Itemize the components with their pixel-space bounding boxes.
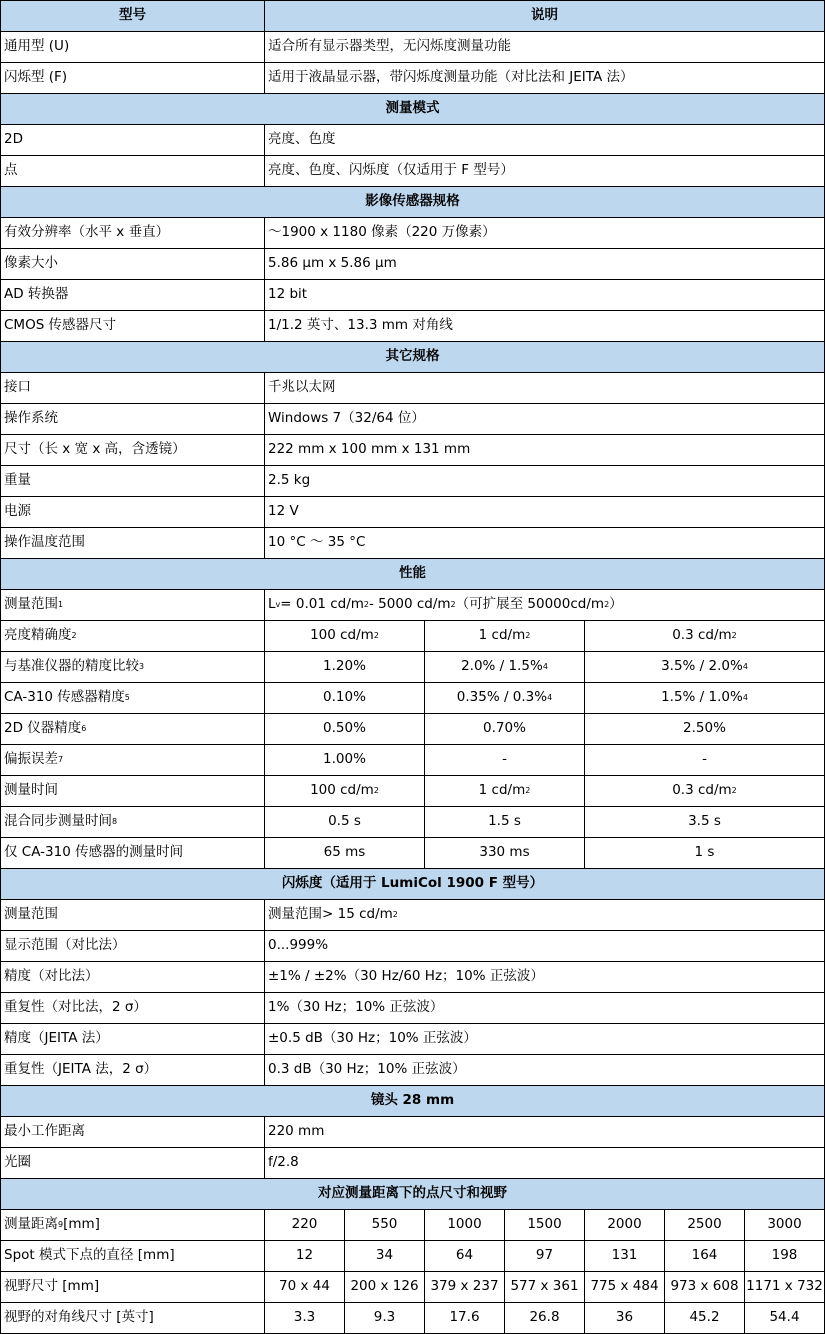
table-row (0, 32, 825, 63)
row-value: 1%（30 Hz；10% 正弦波） (265, 993, 825, 1024)
row-label: 精度（对比法） (0, 962, 265, 993)
row-value: 198 (745, 1241, 825, 1272)
table-row (0, 1117, 825, 1148)
row-value: - (585, 745, 825, 776)
row-value: 100 cd/m 2 (265, 621, 425, 652)
row-value: 0...999% (265, 931, 825, 962)
row-label: 混合同步测量时间 8 (0, 807, 265, 838)
row-value: 千兆以太网 (265, 373, 825, 404)
table-row (0, 776, 825, 807)
row-value: 1 cd/m 2 (425, 776, 585, 807)
table-row (0, 280, 825, 311)
row-label: 操作系统 (0, 404, 265, 435)
row-value: 65 ms (265, 838, 425, 869)
row-value: ～1900 x 1180 像素（220 万像素） (265, 218, 825, 249)
row-value: 220 mm (265, 1117, 825, 1148)
section-title: 闪烁度（适用于 LumiCol 1900 F 型号） (0, 869, 825, 900)
row-label: 重复性（JEITA 法，2 σ） (0, 1055, 265, 1086)
row-value: 1 s (585, 838, 825, 869)
row-value: 1.5% / 1.0% 4 (585, 683, 825, 714)
table-row (0, 838, 825, 869)
row-value: 220 (265, 1210, 345, 1241)
header-model: 型号 (0, 0, 265, 32)
row-value: 330 ms (425, 838, 585, 869)
row-label: CA-310 传感器精度 5 (0, 683, 265, 714)
row-value: 36 (585, 1303, 665, 1334)
row-value: 97 (505, 1241, 585, 1272)
row-label: 2D 仪器精度 6 (0, 714, 265, 745)
row-value: 222 mm x 100 mm x 131 mm (265, 435, 825, 466)
row-value: 2000 (585, 1210, 665, 1241)
section-title: 对应测量距离下的点尺寸和视野 (0, 1179, 825, 1210)
table-row (0, 311, 825, 342)
row-label: 点 (0, 156, 265, 187)
section-header-row (0, 342, 825, 373)
table-row (0, 590, 825, 621)
table-row (0, 218, 825, 249)
row-label: 精度（JEITA 法） (0, 1024, 265, 1055)
row-value: 1 cd/m 2 (425, 621, 585, 652)
row-label: 闪烁型 (F) (0, 63, 265, 94)
row-value: 0.35% / 0.3% 4 (425, 683, 585, 714)
table-row (0, 900, 825, 931)
row-value: 1000 (425, 1210, 505, 1241)
table-row (0, 373, 825, 404)
table-row (0, 466, 825, 497)
row-value: 亮度、色度、闪烁度（仅适用于 F 型号） (265, 156, 825, 187)
table-row (0, 156, 825, 187)
row-value: 64 (425, 1241, 505, 1272)
section-title: 其它规格 (0, 342, 825, 373)
table-row (0, 435, 825, 466)
row-label: 操作温度范围 (0, 528, 265, 559)
row-label: 最小工作距离 (0, 1117, 265, 1148)
row-value: 1/1.2 英寸、13.3 mm 对角线 (265, 311, 825, 342)
row-label: 通用型 (U) (0, 32, 265, 63)
row-label: 偏振误差 7 (0, 745, 265, 776)
row-value: 0.70% (425, 714, 585, 745)
header-description: 说明 (265, 0, 825, 32)
row-value: 5.86 μm x 5.86 μm (265, 249, 825, 280)
row-value: 70 x 44 (265, 1272, 345, 1303)
row-value: L v = 0.01 cd/m 2 - 5000 cd/m 2 （可扩展至 50000cd/m 2 ） (265, 590, 825, 621)
table-row (0, 931, 825, 962)
row-value: 0.10% (265, 683, 425, 714)
row-value: 200 x 126 (345, 1272, 425, 1303)
row-label: 亮度精确度 2 (0, 621, 265, 652)
row-value: 164 (665, 1241, 745, 1272)
table-row (0, 404, 825, 435)
table-row (0, 497, 825, 528)
row-label: 重量 (0, 466, 265, 497)
table-row (0, 1272, 825, 1303)
row-value: 54.4 (745, 1303, 825, 1334)
table-row (0, 807, 825, 838)
row-label: 重复性（对比法，2 σ） (0, 993, 265, 1024)
section-header-row (0, 187, 825, 218)
row-value: ±1% / ±2%（30 Hz/60 Hz；10% 正弦波） (265, 962, 825, 993)
section-title: 影像传感器规格 (0, 187, 825, 218)
row-value: 1.00% (265, 745, 425, 776)
table-row (0, 745, 825, 776)
row-value: 577 x 361 (505, 1272, 585, 1303)
row-value: 0.3 dB（30 Hz；10% 正弦波） (265, 1055, 825, 1086)
row-label: 接口 (0, 373, 265, 404)
row-value: 1.20% (265, 652, 425, 683)
table-row (0, 714, 825, 745)
table-row (0, 1303, 825, 1334)
row-value: 550 (345, 1210, 425, 1241)
row-value: 131 (585, 1241, 665, 1272)
row-value: 1500 (505, 1210, 585, 1241)
row-value: 0.3 cd/m 2 (585, 776, 825, 807)
row-label: 测量范围 (0, 900, 265, 931)
table-row (0, 125, 825, 156)
section-header-row (0, 559, 825, 590)
row-value: 1171 x 732 (745, 1272, 825, 1303)
row-label: 尺寸（长 x 宽 x 高，含透镜） (0, 435, 265, 466)
row-label: CMOS 传感器尺寸 (0, 311, 265, 342)
row-label: 仅 CA-310 传感器的测量时间 (0, 838, 265, 869)
row-value: 亮度、色度 (265, 125, 825, 156)
row-value: 3.5% / 2.0% 4 (585, 652, 825, 683)
row-value: 17.6 (425, 1303, 505, 1334)
row-value: 3000 (745, 1210, 825, 1241)
row-value: 379 x 237 (425, 1272, 505, 1303)
row-value: Windows 7（32/64 位） (265, 404, 825, 435)
table-row (0, 1210, 825, 1241)
section-header-row (0, 1086, 825, 1117)
row-value: 0.3 cd/m 2 (585, 621, 825, 652)
row-value: f/2.8 (265, 1148, 825, 1179)
section-header-row (0, 869, 825, 900)
table-row (0, 1024, 825, 1055)
row-value: 9.3 (345, 1303, 425, 1334)
row-label: 测量距离 9 [mm] (0, 1210, 265, 1241)
row-value: 1.5 s (425, 807, 585, 838)
row-value: 适合所有显示器类型，无闪烁度测量功能 (265, 32, 825, 63)
section-title: 镜头 28 mm (0, 1086, 825, 1117)
section-header-row (0, 1179, 825, 1210)
section-header-row (0, 94, 825, 125)
row-value: ±0.5 dB（30 Hz；10% 正弦波） (265, 1024, 825, 1055)
row-value: 2.5 kg (265, 466, 825, 497)
table-row (0, 683, 825, 714)
row-value: 12 (265, 1241, 345, 1272)
row-value: 适用于液晶显示器，带闪烁度测量功能（对比法和 JEITA 法） (265, 63, 825, 94)
table-row (0, 63, 825, 94)
table-row (0, 528, 825, 559)
table-row (0, 1055, 825, 1086)
row-value: 0.5 s (265, 807, 425, 838)
row-value: 12 V (265, 497, 825, 528)
row-label: Spot 模式下点的直径 [mm] (0, 1241, 265, 1272)
table-row (0, 1241, 825, 1272)
row-label: 与基准仪器的精度比较 3 (0, 652, 265, 683)
row-label: 测量范围 1 (0, 590, 265, 621)
row-value: 2.50% (585, 714, 825, 745)
row-value: 45.2 (665, 1303, 745, 1334)
row-label: AD 转换器 (0, 280, 265, 311)
row-value: 2500 (665, 1210, 745, 1241)
row-value: 973 x 608 (665, 1272, 745, 1303)
row-value: 775 x 484 (585, 1272, 665, 1303)
row-value: 2.0% / 1.5% 4 (425, 652, 585, 683)
row-label: 有效分辨率（水平 x 垂直） (0, 218, 265, 249)
row-label: 显示范围（对比法） (0, 931, 265, 962)
row-value: 26.8 (505, 1303, 585, 1334)
table-row (0, 993, 825, 1024)
row-value: 10 °C ～ 35 °C (265, 528, 825, 559)
row-label: 电源 (0, 497, 265, 528)
row-label: 像素大小 (0, 249, 265, 280)
section-title: 测量模式 (0, 94, 825, 125)
row-label: 2D (0, 125, 265, 156)
table-header-row (0, 0, 825, 32)
row-value: 3.5 s (585, 807, 825, 838)
row-value: 34 (345, 1241, 425, 1272)
row-label: 视野尺寸 [mm] (0, 1272, 265, 1303)
table-row (0, 962, 825, 993)
table-row (0, 1148, 825, 1179)
row-value: 3.3 (265, 1303, 345, 1334)
row-value: 100 cd/m 2 (265, 776, 425, 807)
row-label: 光圈 (0, 1148, 265, 1179)
table-row (0, 249, 825, 280)
row-value: 测量范围> 15 cd/m 2 (265, 900, 825, 931)
row-label: 测量时间 (0, 776, 265, 807)
table-row (0, 652, 825, 683)
row-value: 12 bit (265, 280, 825, 311)
section-title: 性能 (0, 559, 825, 590)
row-label: 视野的对角线尺寸 [英寸] (0, 1303, 265, 1334)
table-row (0, 621, 825, 652)
row-value: - (425, 745, 585, 776)
row-value: 0.50% (265, 714, 425, 745)
